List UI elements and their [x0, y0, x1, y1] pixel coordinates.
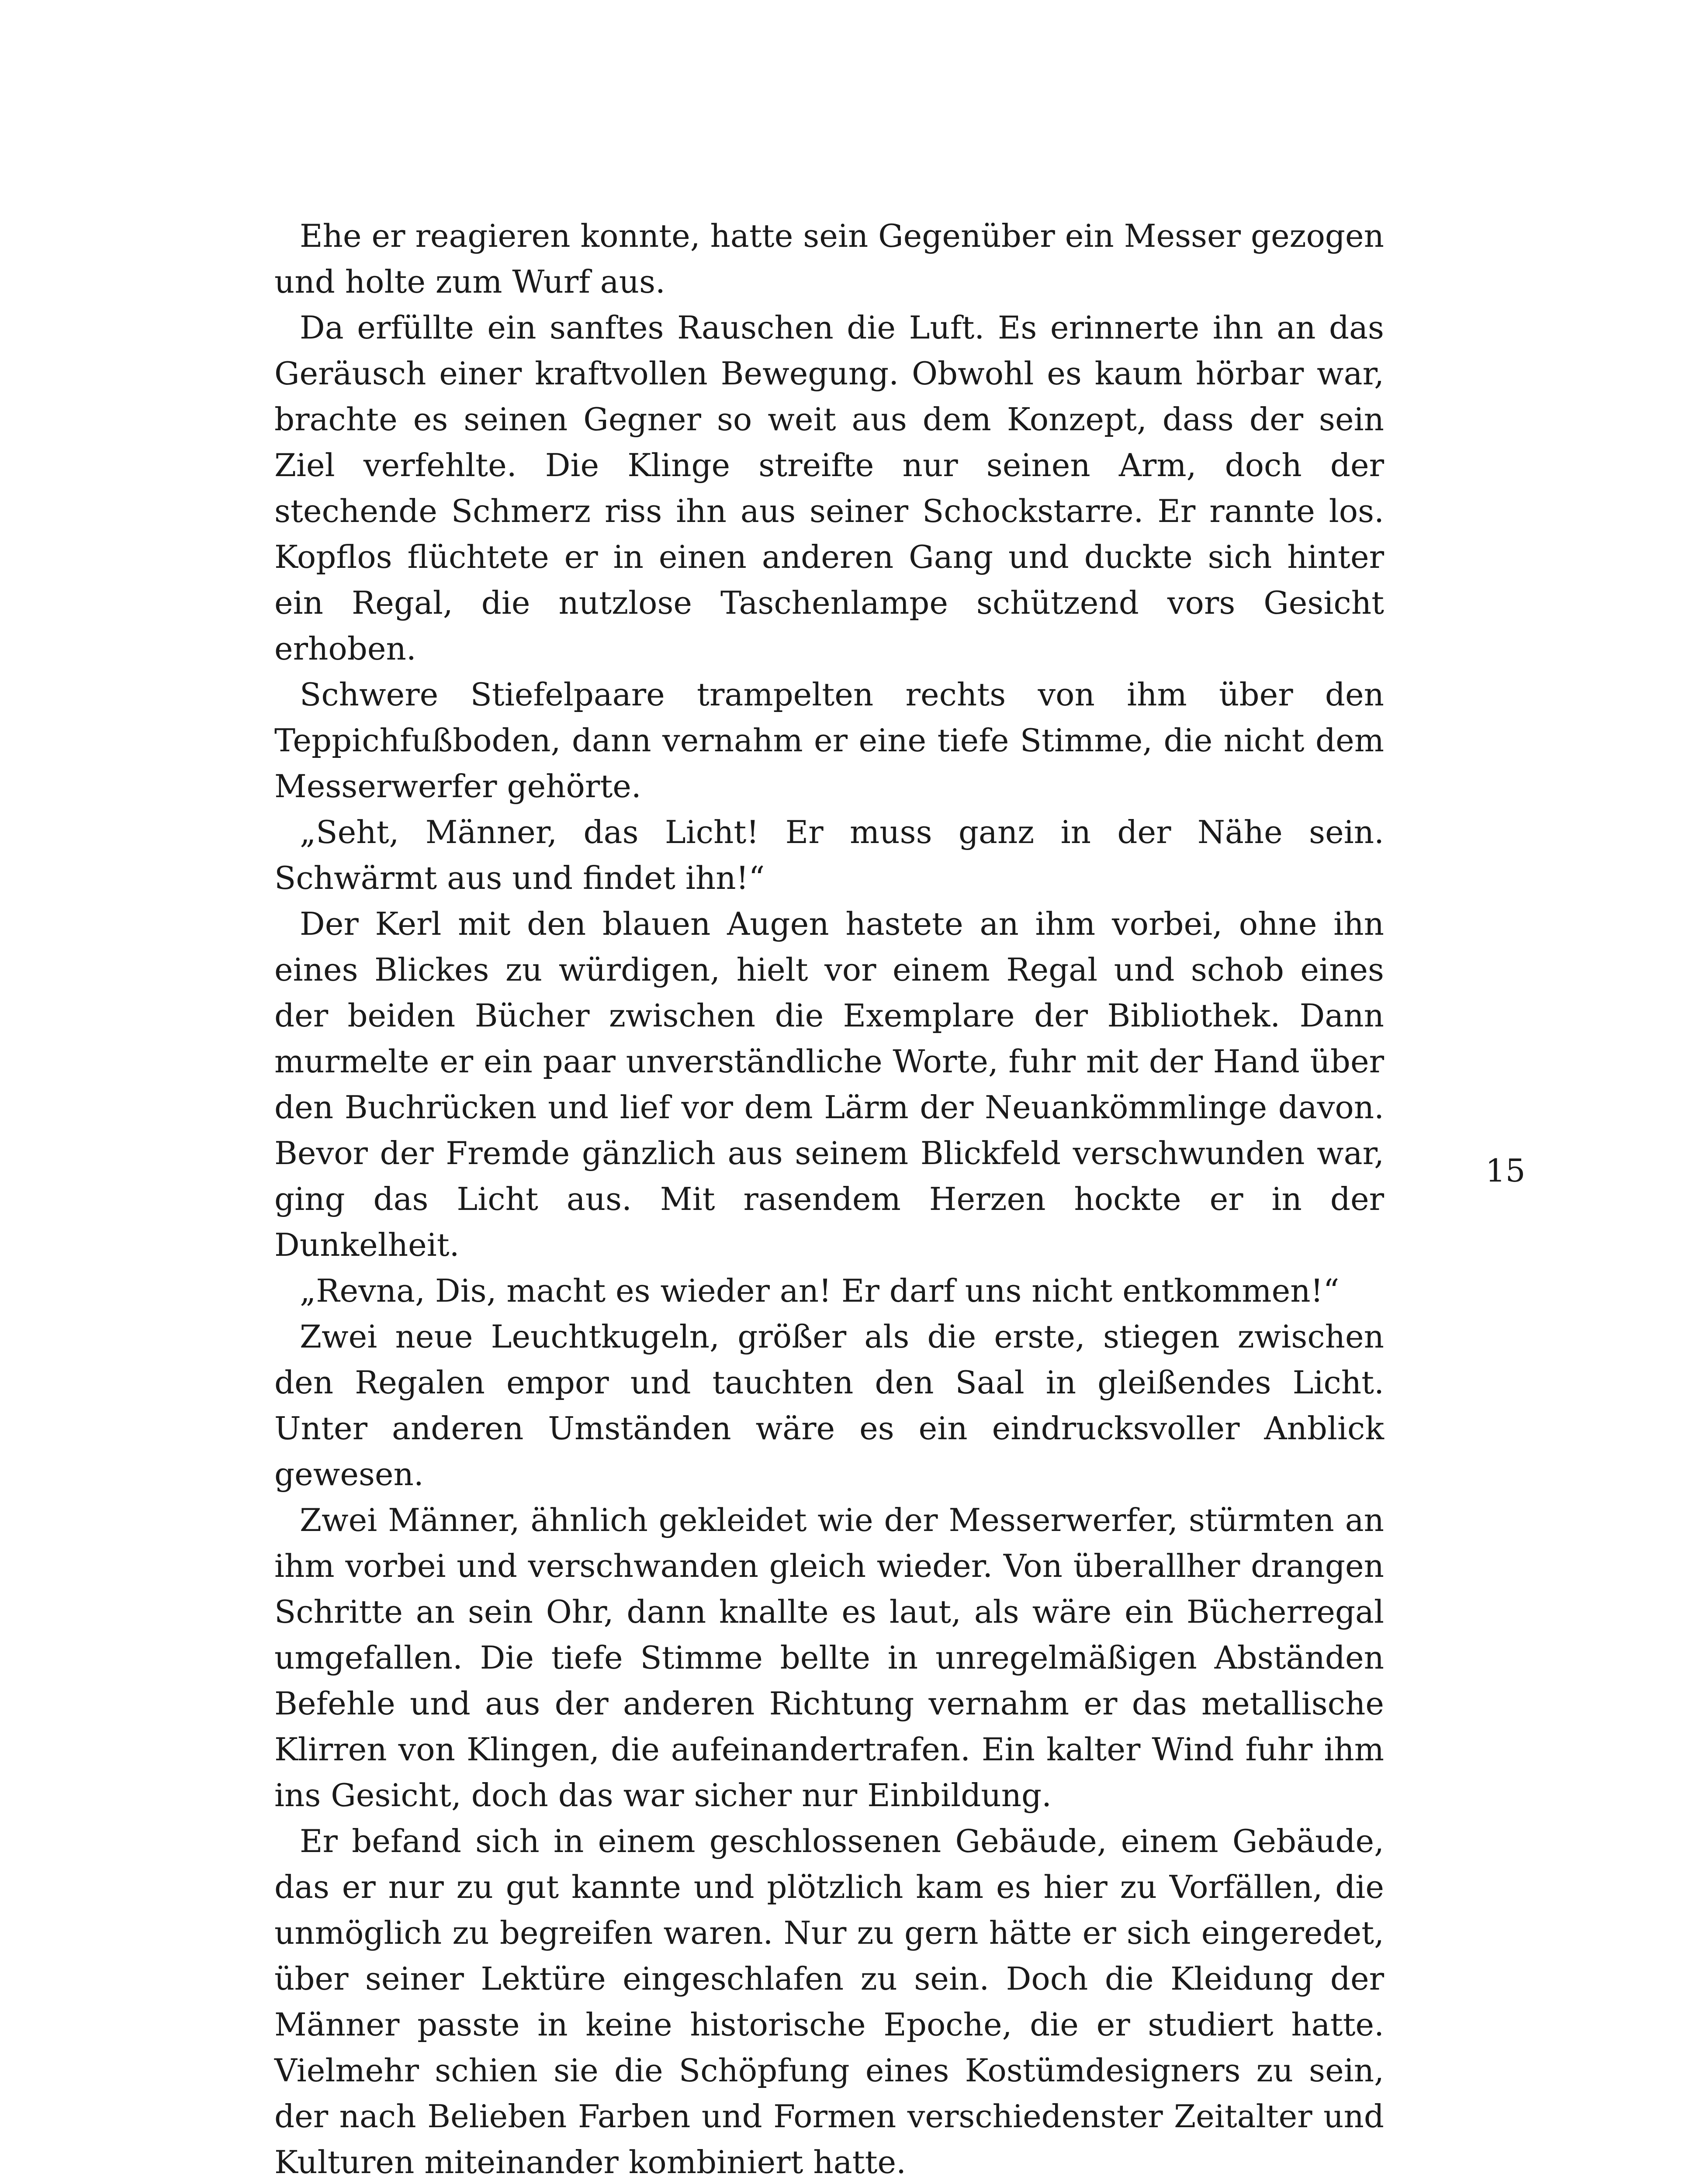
- paragraph: Schwere Stiefelpaare trampelten rechts von ihm über den Teppichfußboden, dann vernahm er eine tiefe Stimme, die nicht dem Messerwerfer gehörte.: [274, 676, 1384, 805]
- paragraph: „Revna, Dis, macht es wieder an! Er darf uns nicht entkommen!“: [300, 1272, 1340, 1309]
- paragraph: Der Kerl mit den blauen Augen hastete an ihm vorbei, ohne ihn eines Blickes zu würdigen, hielt vor einem Regal und schob eines der beiden Bücher zwischen die Exemplare der Bibliothek. Dann murmelte er ein paar unverständliche Worte, fuhr mit der Hand über den Buchrücken und lief vor dem Lärm der Neuankömmlinge davon. Bevor der Fremde gänzlich aus seinem Blickfeld verschwunden war, ging das Licht aus. Mit rasendem Herzen hockte er in der Dunkelheit.: [274, 905, 1384, 1263]
- paragraph: Ehe er reagieren konnte, hatte sein Gegenüber ein Messer gezogen und holte zum Wurf aus.: [274, 218, 1384, 300]
- paragraph: Da erfüllte ein sanftes Rauschen die Luft. Es erinnerte ihn an das Geräusch einer kraftvollen Bewegung. Obwohl es kaum hörbar war, brachte es seinen Gegner so weit aus dem Konzept, dass der sein Ziel verfehlte. Die Klinge streifte nur seinen Arm, doch der stechende Schmerz riss ihn aus seiner Schockstarre. Er rannte los. Kopflos flüchtete er in einen anderen Gang und duckte sich hinter ein Regal, die nutzlose Taschenlampe schützend vors Gesicht erhoben.: [274, 309, 1384, 667]
- body-text: [274, 213, 1384, 2184]
- paragraph: Er befand sich in einem geschlossenen Gebäude, einem Gebäude, das er nur zu gut kannte und plötzlich kam es hier zu Vorfällen, die unmöglich zu begreifen waren. Nur zu gern hätte er sich eingeredet, über seiner Lektüre eingeschlafen zu sein. Doch die Kleidung der Männer passte in keine historische Epoche, die er studiert hatte. Vielmehr schien sie die Schöpfung eines Kostümdesigners zu sein, der nach Belieben Farben und Formen verschiedenster Zeitalter und Kulturen miteinander kombiniert hatte.: [274, 1823, 1384, 2181]
- paragraph: „Seht, Männer, das Licht! Er muss ganz in der Nähe sein. Schwärmt aus und findet ihn!“: [274, 814, 1384, 896]
- page-number: 15: [1485, 1152, 1526, 1189]
- paragraph: Zwei neue Leuchtkugeln, größer als die erste, stiegen zwischen den Regalen empor und tauchten den Saal in gleißendes Licht. Unter anderen Umständen wäre es ein eindrucksvoller Anblick gewesen.: [274, 1318, 1384, 1493]
- paragraph: Zwei Männer, ähnlich gekleidet wie der Messerwerfer, stürmten an ihm vorbei und verschwanden gleich wieder. Von überallher drangen Schritte an sein Ohr, dann knallte es laut, als wäre ein Bücherregal umgefallen. Die tiefe Stimme bellte in unregelmäßigen Abständen Befehle und aus der anderen Richtung vernahm er das metallische Klirren von Klingen, die aufeinandertrafen. Ein kalter Wind fuhr ihm ins Gesicht, doch das war sicher nur Einbildung.: [274, 1502, 1384, 1814]
